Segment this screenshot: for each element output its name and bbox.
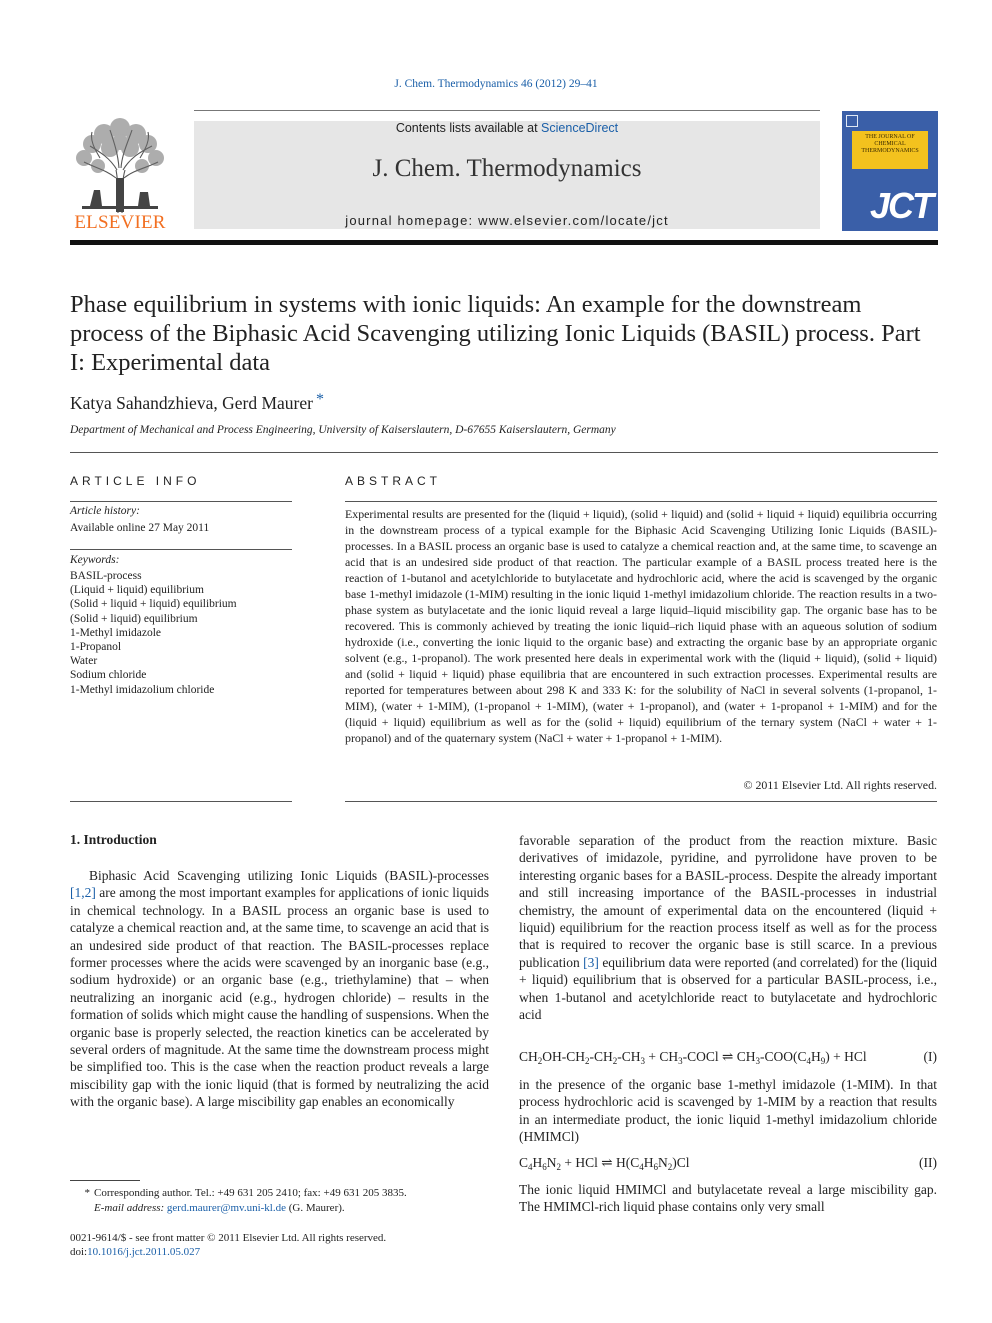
keyword: 1-Methyl imidazole <box>70 626 162 639</box>
homepage-prefix: journal homepage: <box>345 213 479 228</box>
contents-prefix: Contents lists available at <box>395 121 542 135</box>
keyword: (Solid + liquid + liquid) equilibrium <box>70 598 237 611</box>
intro-paragraph-left <box>70 867 489 1111</box>
doi-line <box>70 1245 200 1260</box>
article-title: Phase equilibrium in systems with ionic liquids: An example for the downstream process of the Biphasic Acid Scavenging utilizing Ionic Liquids (BASIL) process. Part I: Experimental data <box>70 291 921 376</box>
abstract-rule <box>345 501 937 502</box>
cover-jct-logo: JCT <box>869 185 932 226</box>
article-info-heading: ARTICLE INFO <box>70 474 201 488</box>
keywords-label: Keywords: <box>70 554 120 566</box>
email-label: E-mail address: <box>94 1202 165 1214</box>
email-link[interactable]: gerd.maurer@mv.uni-kl.de <box>166 1202 286 1214</box>
header-rule <box>194 110 820 111</box>
footnote-rule <box>70 1180 140 1181</box>
issn-line: 0021-9614/$ - see front matter © 2011 Elsevier Ltd. All rights reserved. <box>70 1232 387 1244</box>
journal-citation[interactable]: J. Chem. Thermodynamics 46 (2012) 29–41 <box>394 78 598 90</box>
history-label: Article history: <box>70 505 140 517</box>
homepage-link[interactable]: www.elsevier.com/locate/jct <box>478 213 669 228</box>
affiliation: Department of Mechanical and Process Engineering, University of Kaiserslautern, D-67655 Kaiserslautern, Germany <box>70 424 616 436</box>
intro-paragraph-right-3: The ionic liquid HMIMCl and butylacetate reveal a large miscibility gap. The HMIMCl-rich liquid phase contains only very small <box>519 1182 937 1215</box>
elsevier-wordmark[interactable]: ELSEVIER <box>74 212 166 233</box>
contents-line <box>194 121 820 135</box>
intro-text: favorable separation of the product from the reaction mixture. Basic derivatives of imidazole, pyridine, and pyrrolidone have proven to be interesting organic bases for a BASIL-process. Despite the already important and still increasing importance of the BASIL-processes in industrial chemistry, the amount of experimental data on the encountered (liquid + liquid) equilibrium for the reaction process itself as well as for the process that is required to recover the organic base is still scarce. In a previous publication <box>519 833 937 970</box>
reference-link-1-2[interactable]: [1,2] <box>70 885 96 901</box>
author-line <box>70 391 324 414</box>
email-suffix: (G. Maurer). <box>286 1202 345 1214</box>
footnote-mark: * <box>84 1187 90 1199</box>
intro-paragraph-right <box>519 832 937 1023</box>
article-info-rule <box>70 501 292 502</box>
history-value: Available online 27 May 2011 <box>70 522 210 534</box>
equation-1-number: (I) <box>923 1049 937 1064</box>
cover-corner-mark <box>846 115 858 127</box>
equation-2: $C_4H_6N_2$ + HCl ⇌ $H(C_4H_6N_2)Cl$ <box>519 1155 690 1172</box>
equation-1: $CH_2OH-CH_2-CH_2-CH_3$ + $CH_3$-COCl ⇌ $CH_3-COO(C_4H_9)$ + HCl <box>519 1049 867 1066</box>
intro-text: Biphasic Acid Scavenging utilizing Ionic Liquids (BASIL)-processes <box>89 868 489 883</box>
doi-label: doi: <box>70 1246 88 1258</box>
keywords-rule <box>70 549 292 550</box>
journal-name: J. Chem. Thermodynamics <box>372 155 642 182</box>
equation-2-number: (II) <box>919 1155 937 1170</box>
reference-link-3[interactable]: [3] <box>583 954 599 970</box>
keyword: BASIL-process <box>70 570 142 582</box>
sciencedirect-link[interactable]: ScienceDirect <box>541 121 619 135</box>
intro-paragraph-right-2: in the presence of the organic base 1-methyl imidazole (1-MIM). In that process hydrochloric acid is scavenged by 1-MIM by a reaction that results in an intermediate product, the ionic liquid 1-methyl imidazolium chloride (HMIMCl) <box>519 1077 937 1145</box>
author-names: Katya Sahandzhieva, Gerd Maurer <box>70 393 313 413</box>
intro-text: are among the most important examples for applications of ionic liquids in chemical technology. In a BASIL process an organic base is used to catalyze a chemical reaction and, at the same time, to scavenge an acid that is an undesired side product of that reaction. The BASIL-processes replace former processes where the acids were scavenged by an inorganic base (e.g., sodium hydroxide) or an organic base (e.g., triethylamine) that – when neutralizing an inorganic acid (e.g., hydrogen chloride) – results in the formation of solids which might cause the handling of suspensions. When the organic base is properly selected, the reaction kinetics can be accelerated by several orders of magnitude. At the same time the downstream process might be simplified too. This is the case when the reaction product reveals a large miscibility gap with the ionic liquid (that is formed by neutralizing the acid with the organic base). A large miscibility gap enables an economically <box>70 885 489 1110</box>
abstract-heading: ABSTRACT <box>345 474 442 488</box>
section-heading-introduction: 1. Introduction <box>70 832 157 847</box>
journal-cover-thumbnail[interactable] <box>842 111 938 231</box>
keyword: Water <box>70 655 98 668</box>
email-footnote <box>94 1201 345 1216</box>
abstract-copyright: © 2011 Elsevier Ltd. All rights reserved. <box>743 778 937 792</box>
header-thick-rule <box>70 240 938 245</box>
cover-title-text: THE JOURNAL OF CHEMICAL THERMODYNAMICS <box>861 134 919 154</box>
keywords-list <box>70 569 237 697</box>
intro-text: equilibrium data were reported (and correlated) for the (liquid + liquid) equilibrium that is observed for a particular BASIL-process, i.e., when 1-butanol and acetylchloride react to butylacetate and hydrochloric acid <box>519 954 937 1023</box>
keyword: 1-Methyl imidazolium chloride <box>70 683 215 696</box>
abstract-text: Experimental results are presented for the (liquid + liquid), (solid + liquid) and (solid + liquid + liquid) equilibria occurring in the downstream process of a typical example for the Biphasic Acid Scavenging Utilizing Ionic Liquids (BASIL)-processes. In a BASIL process an organic base is used to catalyze a chemical reaction and, at the same time, to scavenge an acid that is an undesired side product of that reaction. The particular example of a BASIL process treated here is the reaction of 1-butanol and acetylchloride to butylacetate and hydrochloric acid, where the acid is scavenged by the organic base 1-methyl imidazole (1-MIM) resulting in the ionic liquid 1-methyl imidazolium chloride. The reaction results in a two-phase system as butylacetate and the ionic liquid reveal a large liquid–liquid miscibility gap. The organic base has to be recovered. This is commonly achieved by treating the ionic liquid–rich liquid phase with an aqueous solution of sodium hydroxide (i.e., converting the ionic liquid to the organic base) and extracting the organic base by an appropriate organic solvent (e.g., 1-propanol). The work presented here deals in experimental work with the (liquid + liquid), (solid + liquid) and (solid + liquid + liquid) phase equilibria that are encountered in such extraction processes. Experimental results are reported for temperatures between about 298 K and 333 K: for the solubility of NaCl in several solvents (1-propanol, 1-MIM), (water + 1-MIM), (1-propanol + 1-MIM), (water + 1-propanol), and (water + 1-propanol + 1-MIM) and for the (liquid + liquid) equilibrium as well as for the (solid + liquid) equilibrium of the ternary system (NaCl + water + 1-propanol) and of the quaternary system (NaCl + water + 1-propanol + 1-MIM). <box>345 507 937 745</box>
journal-homepage <box>194 213 820 228</box>
corresponding-author-footnote <box>70 1186 489 1201</box>
abstract-bottom-rule <box>345 801 937 802</box>
title-rule <box>70 452 938 453</box>
keyword: (Solid + liquid) equilibrium <box>70 612 198 625</box>
article-info-bottom-rule <box>70 801 292 802</box>
corresponding-author-link[interactable]: * <box>315 391 324 408</box>
footnote-text: Corresponding author. Tel.: +49 631 205 2410; fax: +49 631 205 3835. <box>94 1187 407 1199</box>
keyword: 1-Propanol <box>70 641 122 654</box>
keyword: (Liquid + liquid) equilibrium <box>70 584 204 597</box>
doi-link[interactable]: 10.1016/j.jct.2011.05.027 <box>87 1246 201 1258</box>
keyword: Sodium chloride <box>70 669 147 682</box>
